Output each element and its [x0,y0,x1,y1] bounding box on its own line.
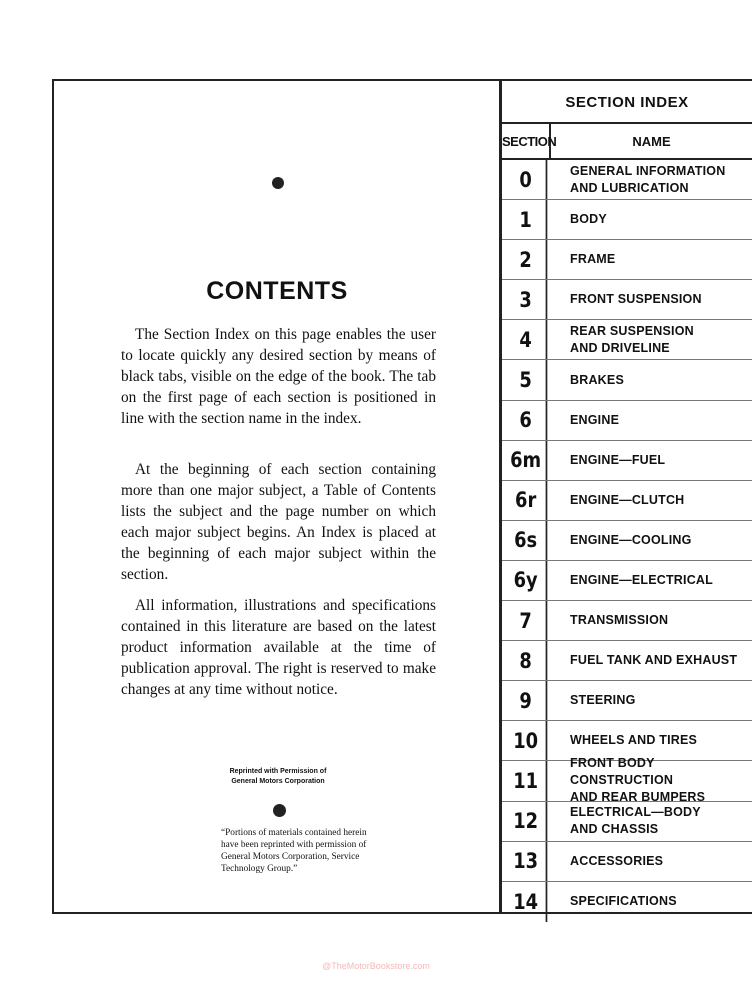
section-row[interactable] [502,160,752,200]
section-number: 6s [506,521,548,560]
section-row[interactable] [502,561,752,601]
contents-paragraph-2: At the beginning of each section containing more than one major subject, a Table of Contents lists the subject and the page number on which each major subject begins. An Index is placed at the beginning of each major subject within the section. [121,461,436,583]
section-number: 13 [506,842,548,881]
section-row[interactable] [502,320,752,360]
section-number: 6y [506,561,548,600]
section-row[interactable] [502,360,752,400]
section-number: 6m [506,441,548,480]
section-number: 8 [506,641,548,680]
section-row[interactable] [502,842,752,882]
contents-panel [54,81,500,912]
section-name: SPECIFICATIONS [570,894,677,909]
section-index-title: SECTION INDEX [502,81,752,124]
section-number: 12 [506,802,548,841]
watermark: @TheMotorBookstore.com [322,961,430,971]
section-number: 5 [506,360,548,399]
section-index-panel [502,81,752,912]
contents-paragraph-3: All information, illustrations and specifications contained in this literature are based on the latest product information available at the time of publication approval. The right is reserved to make changes at any time without notice. [121,597,436,698]
section-row[interactable] [502,200,752,240]
section-row[interactable] [502,481,752,521]
portions-note: “Portions of materials contained herein have been reprinted with permission of General Motors Corporation, Service Technology Group.” [221,828,367,874]
section-name: WHEELS AND TIRES [570,733,698,748]
section-row[interactable] [502,521,752,561]
section-number: 4 [506,320,548,359]
section-number: 6r [506,481,548,520]
reprint-line-1: Reprinted with Permission of [229,768,327,775]
section-row[interactable] [502,401,752,441]
bullet-dot [273,804,286,817]
section-name: ENGINE—COOLING [570,532,692,547]
section-row[interactable] [502,441,752,481]
section-name: ELECTRICAL—BODY AND CHASSIS [570,805,701,837]
bullet-dot [272,177,284,189]
section-name: FRAME [570,252,616,267]
section-name: TRANSMISSION [570,613,669,628]
section-number: 11 [506,761,548,800]
section-number: 3 [506,280,548,319]
section-number: 6 [506,401,548,440]
section-number: 0 [506,160,548,199]
section-row[interactable] [502,601,752,641]
section-row[interactable] [502,240,752,280]
section-name: ACCESSORIES [570,853,664,868]
section-name: GENERAL INFORMATION AND LUBRICATION [570,163,726,195]
section-row[interactable] [502,681,752,721]
section-number: 9 [506,681,548,720]
section-name: ENGINE—FUEL [570,452,666,467]
section-index-rows [502,160,752,922]
section-name: FRONT SUSPENSION [570,292,702,307]
section-name: FUEL TANK AND EXHAUST [570,653,738,668]
contents-title: CONTENTS [206,277,348,305]
reprint-line-2: General Motors Corporation [231,778,325,785]
section-name: ENGINE—ELECTRICAL [570,572,713,587]
section-number: 2 [506,240,548,279]
section-row[interactable] [502,280,752,320]
section-name: ENGINE—CLUTCH [570,492,685,507]
column-header-section: SECTION [502,124,551,160]
section-name: ENGINE [570,412,620,427]
section-name: FRONT BODY CONSTRUCTION AND REAR BUMPERS [570,756,706,805]
column-header-name: NAME [551,124,752,160]
reprint-permission [218,767,338,787]
section-number: 1 [506,200,548,239]
section-name: REAR SUSPENSION AND DRIVELINE [570,323,694,355]
section-name: BODY [570,212,607,227]
section-name: STEERING [570,693,636,708]
section-name: BRAKES [570,372,624,387]
section-number: 10 [506,721,548,760]
section-row[interactable] [502,641,752,681]
section-row[interactable] [502,882,752,922]
section-number: 14 [506,882,548,922]
section-row[interactable] [502,756,752,805]
contents-paragraph-1: The Section Index on this page enables the user to locate quickly any desired section by means of black tabs, visible on the edge of the book. The tab on the first page of each section is positioned in line with the section name in the index. [121,326,436,427]
section-number: 7 [506,601,548,640]
section-row[interactable] [502,802,752,842]
